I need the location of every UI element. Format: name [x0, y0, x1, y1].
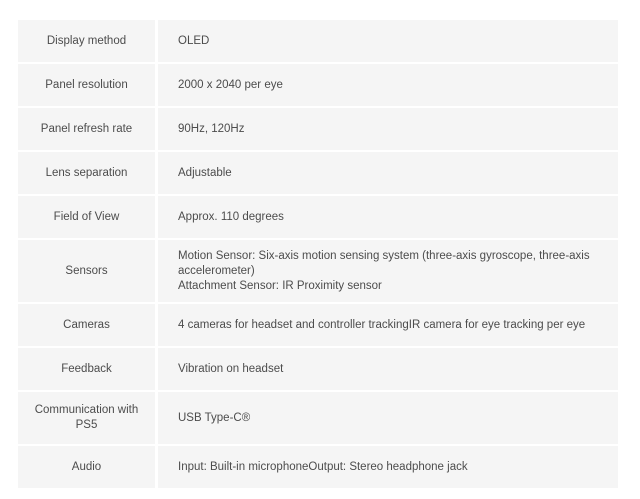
spec-value-line: 4 cameras for headset and controller trackingIR camera for eye tracking per eye	[178, 318, 586, 331]
spec-label-cell	[18, 240, 155, 302]
spec-value-line: 2000 x 2040 per eye	[178, 78, 283, 91]
spec-row	[18, 20, 618, 62]
spec-value-line: Vibration on headset	[178, 362, 284, 375]
spec-label: Feedback	[61, 362, 112, 375]
spec-value-cell	[158, 64, 618, 106]
spec-value-cell	[158, 108, 618, 150]
spec-label-cell	[18, 446, 155, 488]
spec-value-line: Adjustable	[178, 166, 232, 179]
spec-value-cell	[158, 240, 618, 302]
spec-value-cell	[158, 348, 618, 390]
spec-value-line: USB Type-C®	[178, 411, 251, 424]
spec-value-line: Input: Built-in microphoneOutput: Stereo headphone jack	[178, 460, 468, 473]
spec-label: Sensors	[65, 264, 108, 277]
spec-label: Panel resolution	[45, 78, 128, 91]
spec-value-cell	[158, 20, 618, 62]
spec-row	[18, 304, 618, 346]
spec-label-cell	[18, 152, 155, 194]
spec-row	[18, 196, 618, 238]
spec-label-cell	[18, 196, 155, 238]
spec-label: Panel refresh rate	[40, 122, 133, 135]
spec-row	[18, 240, 618, 302]
spec-label-cell	[18, 392, 155, 444]
spec-value-line: Motion Sensor: Six-axis motion sensing system (three-axis gyroscope, three-axis accelerometer)	[178, 249, 590, 277]
spec-row	[18, 348, 618, 390]
spec-value-cell	[158, 446, 618, 488]
spec-value-line: Attachment Sensor: IR Proximity sensor	[178, 279, 382, 292]
spec-label: Communication with PS5	[34, 404, 139, 431]
spec-label: Field of View	[53, 210, 120, 223]
spec-value-cell	[158, 392, 618, 444]
spec-row	[18, 108, 618, 150]
spec-value-cell	[158, 152, 618, 194]
spec-row	[18, 446, 618, 488]
spec-value-cell	[158, 304, 618, 346]
spec-value-line: 90Hz, 120Hz	[178, 122, 245, 135]
spec-label: Cameras	[63, 318, 110, 331]
spec-table	[18, 20, 618, 488]
spec-value-cell	[158, 196, 618, 238]
spec-label-cell	[18, 108, 155, 150]
spec-label: Audio	[71, 460, 102, 473]
spec-label-cell	[18, 348, 155, 390]
spec-row	[18, 152, 618, 194]
spec-value-line: OLED	[178, 34, 210, 47]
spec-label-cell	[18, 64, 155, 106]
spec-label: Display method	[46, 34, 127, 47]
spec-label: Lens separation	[45, 166, 128, 179]
spec-label-cell	[18, 20, 155, 62]
spec-row	[18, 64, 618, 106]
spec-label-cell	[18, 304, 155, 346]
spec-value-line: Approx. 110 degrees	[178, 210, 284, 223]
spec-row	[18, 392, 618, 444]
